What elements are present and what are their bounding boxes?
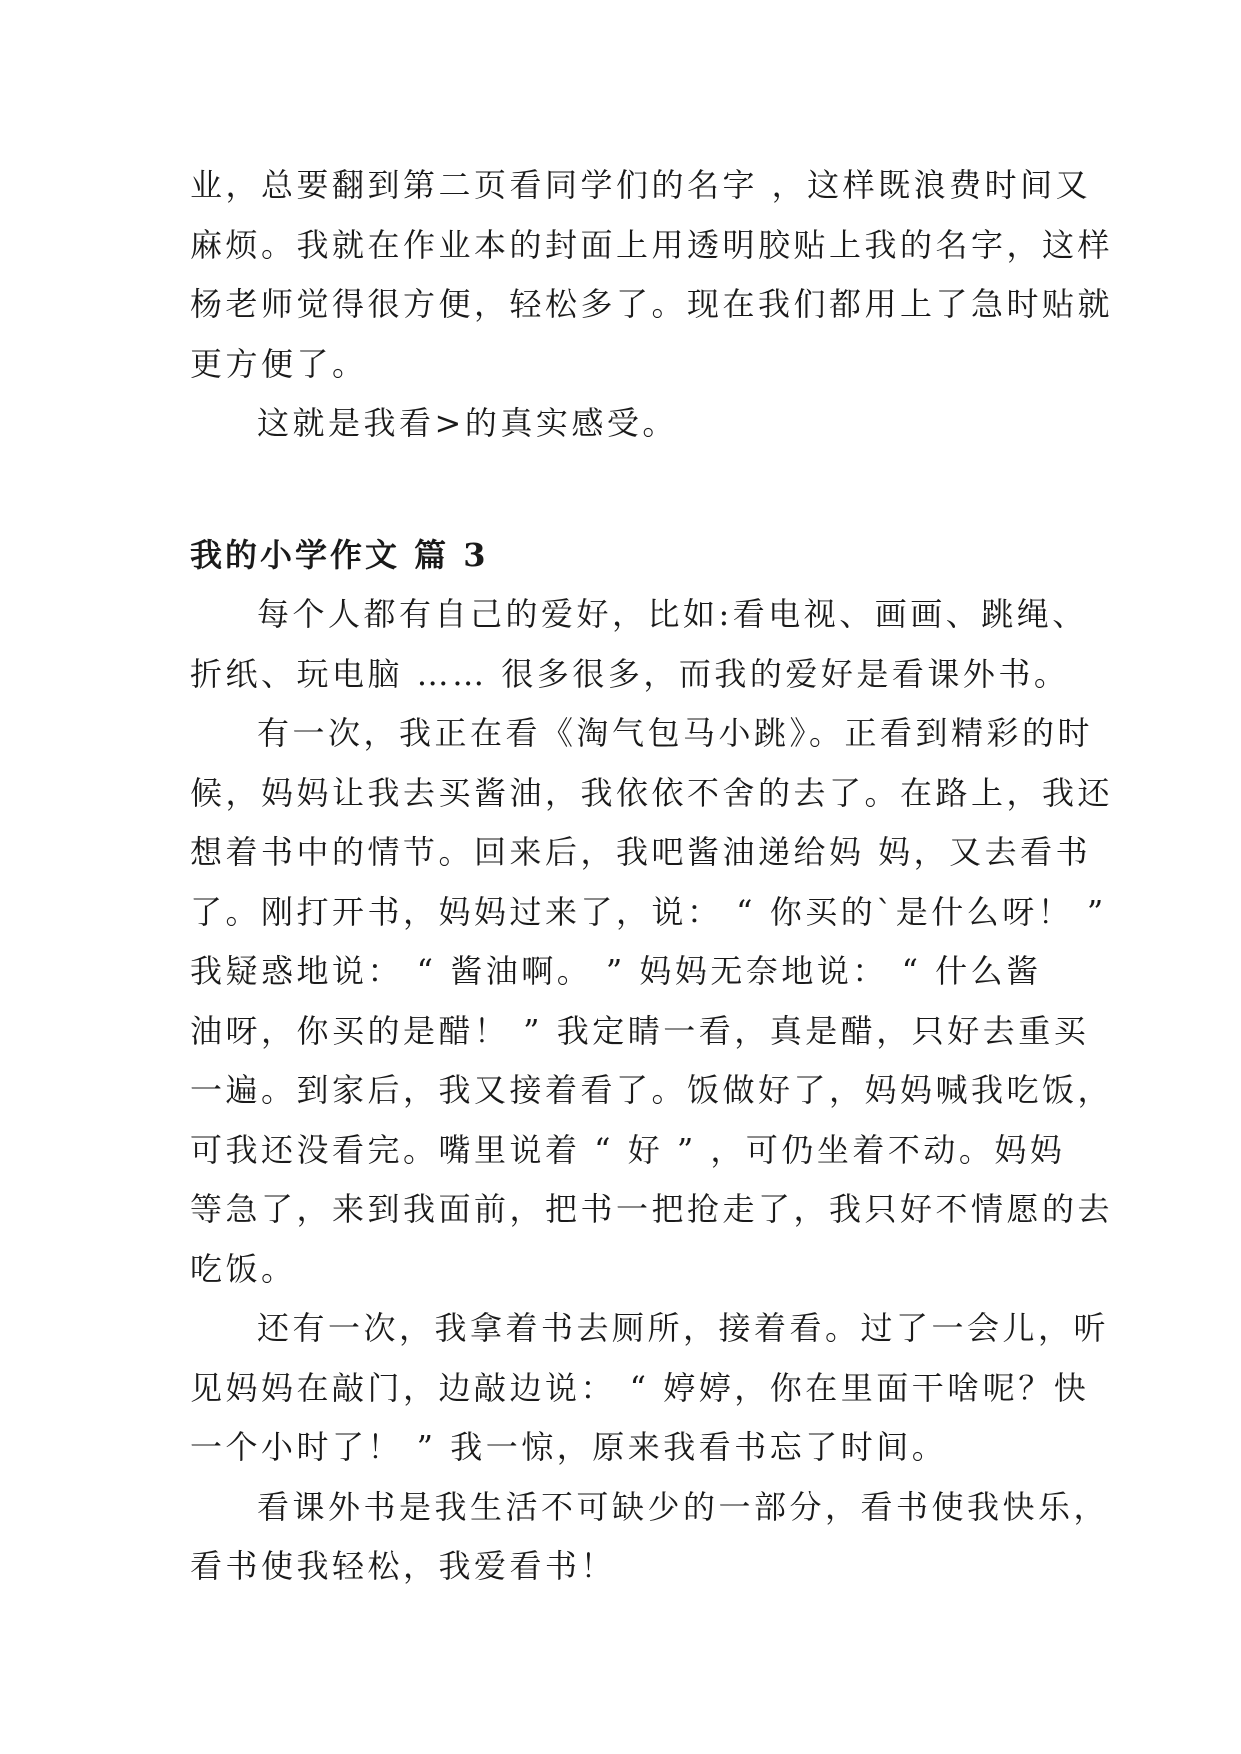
- text-line: 每个人都有自己的爱好，比如:看电视、画画、跳绳、: [257, 595, 1088, 633]
- text-line: 麻烦。我就在作业本的封面上用透明胶贴上我的名字，这样: [190, 225, 1114, 264]
- text-line: 这就是我看>的真实感受。: [257, 404, 678, 442]
- text-line: 有一次，我正在看《淘气包马小跳》。正看到精彩的时: [257, 714, 1094, 752]
- paragraph: [190, 1299, 1110, 1478]
- text-line: 看课外书是我生活不可缺少的一部分，看书使我快乐，: [257, 1487, 1110, 1526]
- paragraph: [190, 585, 1088, 704]
- text-line: 杨老师觉得很方便，轻松多了。现在我们都用上了急时贴就: [190, 285, 1114, 323]
- document-body: [190, 156, 1114, 1597]
- text-line: 了。刚打开书，妈妈过来了，说： “ 你买的`是什么呀！ ”: [190, 892, 1107, 931]
- text-line: 可我还没看完。嘴里说着 “ 好 ” ，可仍坐着不动。妈妈: [190, 1130, 1066, 1169]
- paragraph: [190, 704, 1114, 1299]
- text-line: 想着书中的情节。回来后，我吧酱油递给妈 妈，又去看书: [190, 833, 1092, 871]
- text-line: 见妈妈在敲门，边敲边说： “ 婷婷，你在里面干啥呢？快: [190, 1368, 1090, 1407]
- text-line: 我疑惑地说： “ 酱油啊。 ” 妈妈无奈地说： “ 什么酱: [190, 952, 1042, 990]
- paragraph: [190, 156, 1114, 394]
- text-line: 业，总要翻到第二页看同学们的名字 ，这样既浪费时间又: [190, 166, 1092, 204]
- text-line: 还有一次，我拿着书去厕所，接着看。过了一会儿，听: [257, 1309, 1110, 1347]
- text-line: 更方便了。: [190, 344, 368, 383]
- paragraph: [190, 394, 1052, 454]
- paragraph: [190, 1478, 1110, 1597]
- text-line: 油呀，你买的是醋！ ” 我定睛一看，真是醋，只好去重买: [190, 1011, 1090, 1050]
- text-line: 看书使我轻松，我爱看书！: [190, 1547, 617, 1585]
- text-line: 折纸、玩电脑 …… 很多很多，而我的爱好是看课外书。: [190, 654, 1070, 693]
- text-line: 吃饭。: [190, 1249, 297, 1288]
- text-line: 一遍。到家后，我又接着看了。饭做好了，妈妈喊我吃饭，: [190, 1071, 1114, 1109]
- section-spacer: [190, 454, 1052, 526]
- text-line: 候，妈妈让我去买酱油，我依依不舍的去了。在路上，我还: [190, 773, 1114, 812]
- text-line: 等急了，来到我面前，把书一把抢走了，我只好不情愿的去: [190, 1190, 1114, 1228]
- section-title: 我的小学作文 篇 3: [190, 535, 489, 574]
- text-line: 一个小时了！ ” 我一惊，原来我看书忘了时间。: [190, 1428, 948, 1466]
